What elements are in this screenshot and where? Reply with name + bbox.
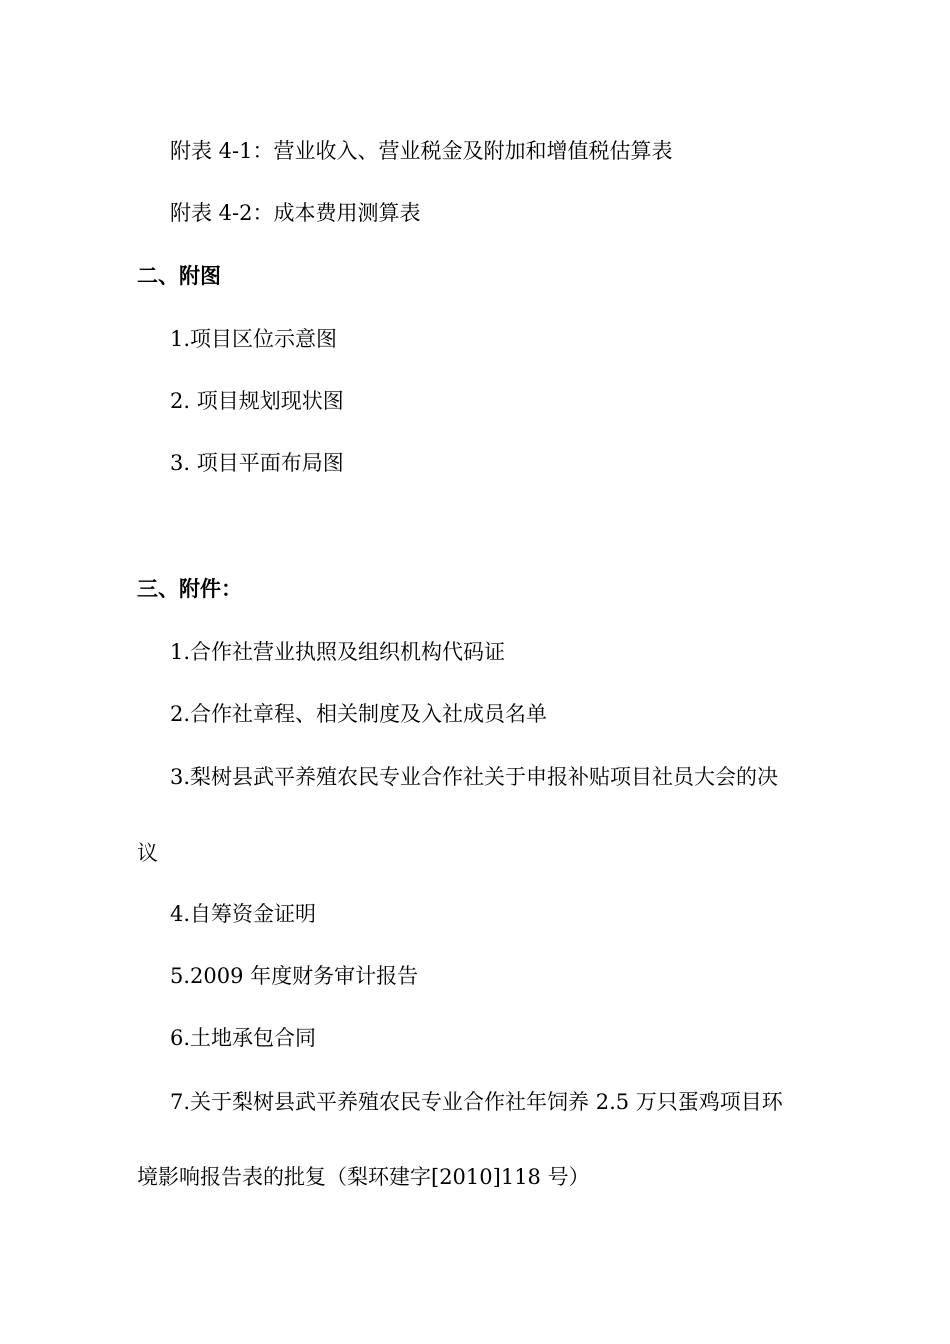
figure-item: 1.项目区位示意图 (170, 327, 338, 351)
attachment-item: 4.自筹资金证明 (170, 902, 317, 926)
attachment-item: 3.梨树县武平养殖农民专业合作社关于申报补贴项目社员大会的决 (170, 765, 779, 789)
appendix-table-4-1: 附表 4-1：营业收入、营业税金及附加和增值税估算表 (170, 139, 673, 163)
figures-heading: 二、附图 (137, 264, 221, 288)
figure-item: 3. 项目平面布局图 (170, 451, 344, 475)
appendix-table-4-2: 附表 4-2：成本费用测算表 (170, 201, 421, 225)
attachment-item-continuation: 议 (137, 841, 158, 865)
attachment-item: 7.关于梨树县武平养殖农民专业合作社年饲养 2.5 万只蛋鸡项目环 (170, 1090, 783, 1114)
attachment-item: 5.2009 年度财务审计报告 (170, 964, 419, 988)
attachments-heading: 三、附件： (137, 577, 242, 601)
attachment-item: 1.合作社营业执照及组织机构代码证 (170, 640, 506, 664)
attachment-item-continuation: 境影响报告表的批复（梨环建字[2010]118 号） (137, 1165, 590, 1189)
figure-item: 2. 项目规划现状图 (170, 389, 344, 413)
attachment-item: 2.合作社章程、相关制度及入社成员名单 (170, 702, 548, 726)
attachment-item: 6.土地承包合同 (170, 1026, 317, 1050)
